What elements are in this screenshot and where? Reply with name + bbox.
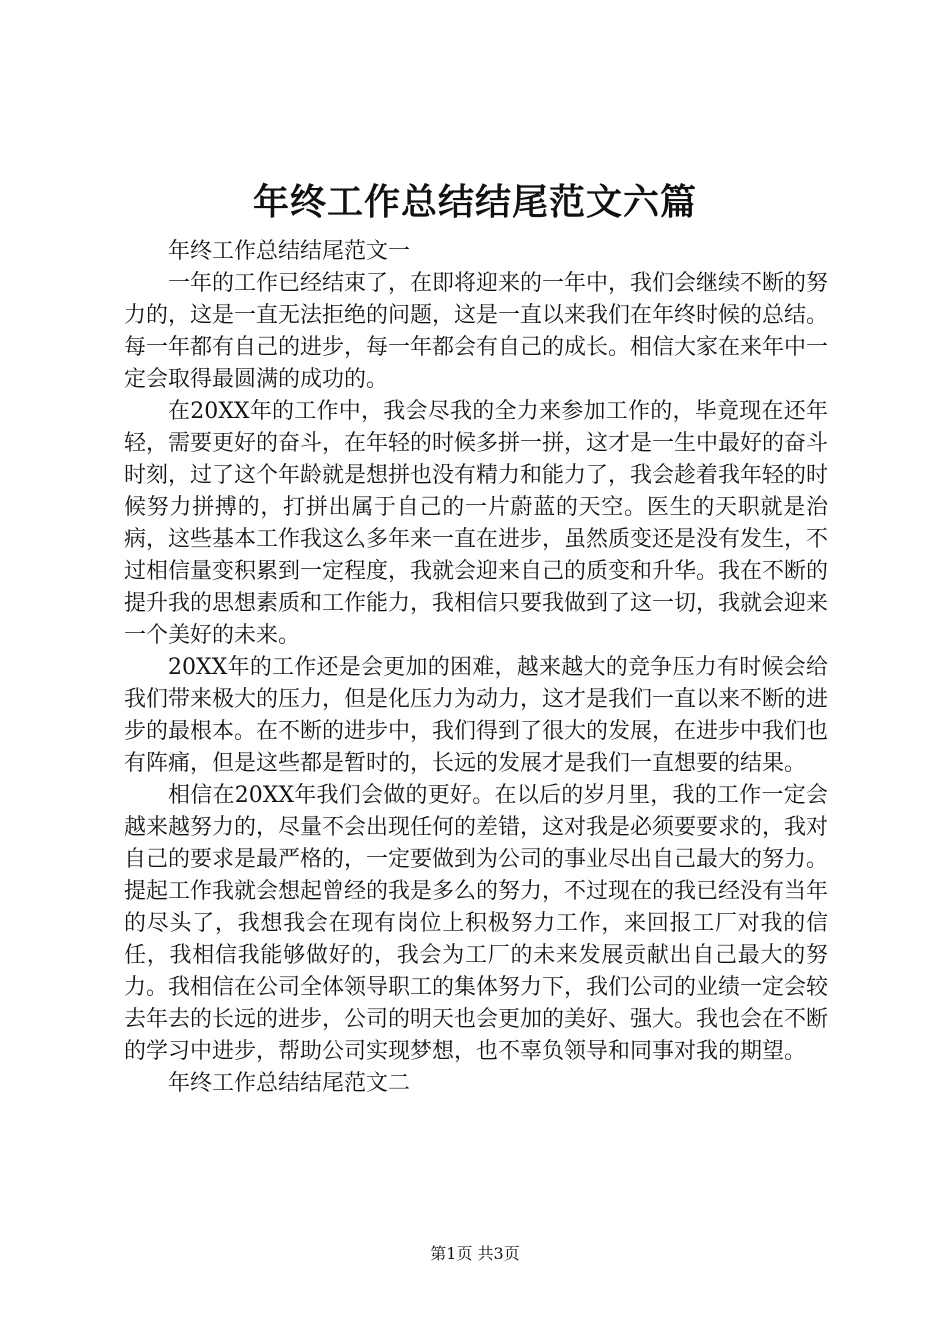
section-heading-1: 年终工作总结结尾范文一 bbox=[168, 239, 411, 264]
paragraph-3: 20XX年的工作还是会更加的困难，越来越大的竞争压力有时候会给我们带来极大的压力，但是化压力为动力，这才是我们一直以来不断的进步的最根本。在不断的进步中，我们得到了很大的发展，在进步中我们也有阵痛，但是这些都是暂时的，长远的发展才是我们一直想要的结果。 bbox=[124, 655, 829, 776]
page-number-footer: 第1页 共3页 bbox=[430, 1244, 520, 1263]
section-heading-2: 年终工作总结结尾范文二 bbox=[168, 1071, 411, 1096]
paragraph-1: 一年的工作已经结束了，在即将迎来的一年中，我们会继续不断的努力的，这是一直无法拒绝的问题，这是一直以来我们在年终时候的总结。每一年都有自己的进步，每一年都会有自己的成长。相信大家在来年中一定会取得最圆满的成功的。 bbox=[124, 271, 829, 392]
document-body bbox=[124, 236, 828, 1100]
document-title: 年终工作总结结尾范文六篇 bbox=[252, 181, 697, 223]
paragraph-4: 相信在20XX年我们会做的更好。在以后的岁月里，我的工作一定会越来越努力的，尽量不会出现任何的差错，这对我是必须要要求的，我对自己的要求是最严格的，一定要做到为公司的事业尽出自己最大的努力。提起工作我就会想起曾经的我是多么的努力，不过现在的我已经没有当年的尽头了，我想我会在现有岗位上积极努力工作，来回报工厂对我的信任，我相信我能够做好的，我会为工厂的未来发展贡献出自己最大的努力。我相信在公司全体领导职工的集体努力下，我们公司的业绩一定会较去年去的长远的进步，公司的明天也会更加的美好、强大。我也会在不断的学习中进步，帮助公司实现梦想，也不辜负领导和同事对我的期望。 bbox=[124, 783, 829, 1064]
paragraph-2: 在20XX年的工作中，我会尽我的全力来参加工作的，毕竟现在还年轻，需要更好的奋斗，在年轻的时候多拼一拼，这才是一生中最好的奋斗时刻，过了这个年龄就是想拼也没有精力和能力了，我会趁着我年轻的时候努力拼搏的，打拼出属于自己的一片蔚蓝的天空。医生的天职就是治病，这些基本工作我这么多年来一直在进步，虽然质变还是没有发生，不过相信量变积累到一定程度，我就会迎来自己的质变和升华。我在不断的提升我的思想素质和工作能力，我相信只要我做到了这一切，我就会迎来一个美好的未来。 bbox=[124, 399, 829, 648]
